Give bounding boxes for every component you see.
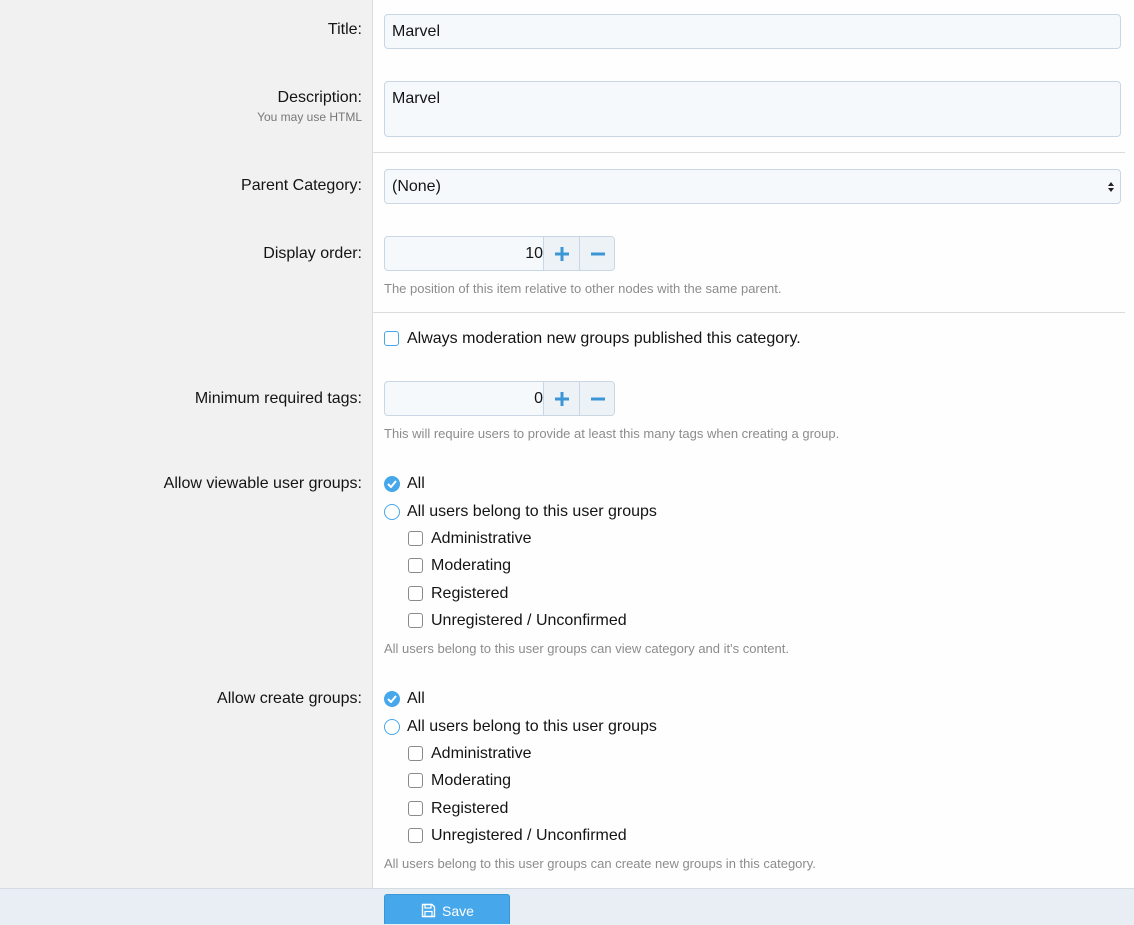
parent-category-label: Parent Category: — [241, 177, 362, 194]
description-hint: You may use HTML — [257, 110, 362, 124]
create-group-checkbox[interactable] — [408, 801, 423, 816]
save-button-label: Save — [442, 903, 474, 919]
title-input[interactable]: Marvel — [384, 14, 1121, 49]
save-button[interactable] — [384, 894, 510, 924]
create-selected-groups-label[interactable]: All users belong to this user groups — [407, 718, 657, 735]
create-all-radio[interactable] — [384, 691, 400, 707]
parent-category-select[interactable] — [384, 169, 1121, 204]
floppy-disk-icon — [421, 903, 436, 918]
viewable-all-radio[interactable] — [384, 476, 400, 492]
min-tags-hint: This will require users to provide at least this many tags when creating a group. — [384, 426, 840, 441]
viewable-selected-groups-label[interactable]: All users belong to this user groups — [407, 503, 657, 520]
create-group-label[interactable]: Registered — [431, 800, 509, 817]
select-arrows-icon — [1108, 182, 1114, 192]
viewable-selected-groups-radio[interactable] — [384, 504, 400, 520]
viewable-all-label[interactable]: All — [407, 475, 425, 492]
description-textarea[interactable]: Marvel — [384, 81, 1121, 137]
display-order-label: Display order: — [263, 245, 362, 262]
display-order-increment-button[interactable] — [543, 237, 579, 270]
create-group-checkbox[interactable] — [408, 746, 423, 761]
moderation-label[interactable]: Always moderation new groups published this category. — [407, 330, 801, 347]
viewable-group-checkbox[interactable] — [408, 613, 423, 628]
section-divider — [373, 152, 1125, 153]
create-selected-groups-radio[interactable] — [384, 719, 400, 735]
label-column — [0, 0, 373, 888]
viewable-groups-label: Allow viewable user groups: — [163, 475, 362, 492]
form-footer — [0, 888, 1134, 925]
viewable-group-label[interactable]: Registered — [431, 585, 509, 602]
create-groups-label: Allow create groups: — [217, 690, 362, 707]
create-group-label[interactable]: Unregistered / Unconfirmed — [431, 827, 627, 844]
min-tags-stepper — [384, 381, 615, 416]
create-group-label[interactable]: Administrative — [431, 745, 532, 762]
min-tags-increment-button[interactable] — [543, 382, 579, 415]
minus-icon — [591, 247, 605, 261]
viewable-groups-hint: All users belong to this user groups can view category and it's content. — [384, 641, 789, 656]
create-group-checkbox[interactable] — [408, 828, 423, 843]
minus-icon — [591, 392, 605, 406]
viewable-group-label[interactable]: Administrative — [431, 530, 532, 547]
create-group-checkbox[interactable] — [408, 773, 423, 788]
viewable-group-checkbox[interactable] — [408, 558, 423, 573]
description-label: Description: — [277, 89, 362, 106]
viewable-group-checkbox[interactable] — [408, 531, 423, 546]
create-all-label[interactable]: All — [407, 690, 425, 707]
section-divider — [373, 312, 1125, 313]
display-order-hint: The position of this item relative to other nodes with the same parent. — [384, 281, 782, 296]
min-tags-label: Minimum required tags: — [194, 390, 362, 407]
parent-category-selected: (None) — [392, 178, 441, 195]
min-tags-decrement-button[interactable] — [579, 382, 615, 415]
viewable-group-label[interactable]: Unregistered / Unconfirmed — [431, 612, 627, 629]
title-label: Title: — [327, 21, 362, 38]
display-order-stepper — [384, 236, 615, 271]
display-order-decrement-button[interactable] — [579, 237, 615, 270]
create-groups-hint: All users belong to this user groups can create new groups in this category. — [384, 856, 816, 871]
viewable-group-checkbox[interactable] — [408, 586, 423, 601]
checkmark-icon — [387, 480, 397, 488]
viewable-group-label[interactable]: Moderating — [431, 557, 512, 574]
plus-icon — [555, 392, 569, 406]
checkmark-icon — [387, 695, 397, 703]
plus-icon — [555, 247, 569, 261]
create-group-label[interactable]: Moderating — [431, 772, 512, 789]
display-order-input[interactable]: 10 — [525, 245, 543, 262]
min-tags-input[interactable]: 0 — [534, 390, 543, 407]
moderation-checkbox[interactable] — [384, 331, 399, 346]
